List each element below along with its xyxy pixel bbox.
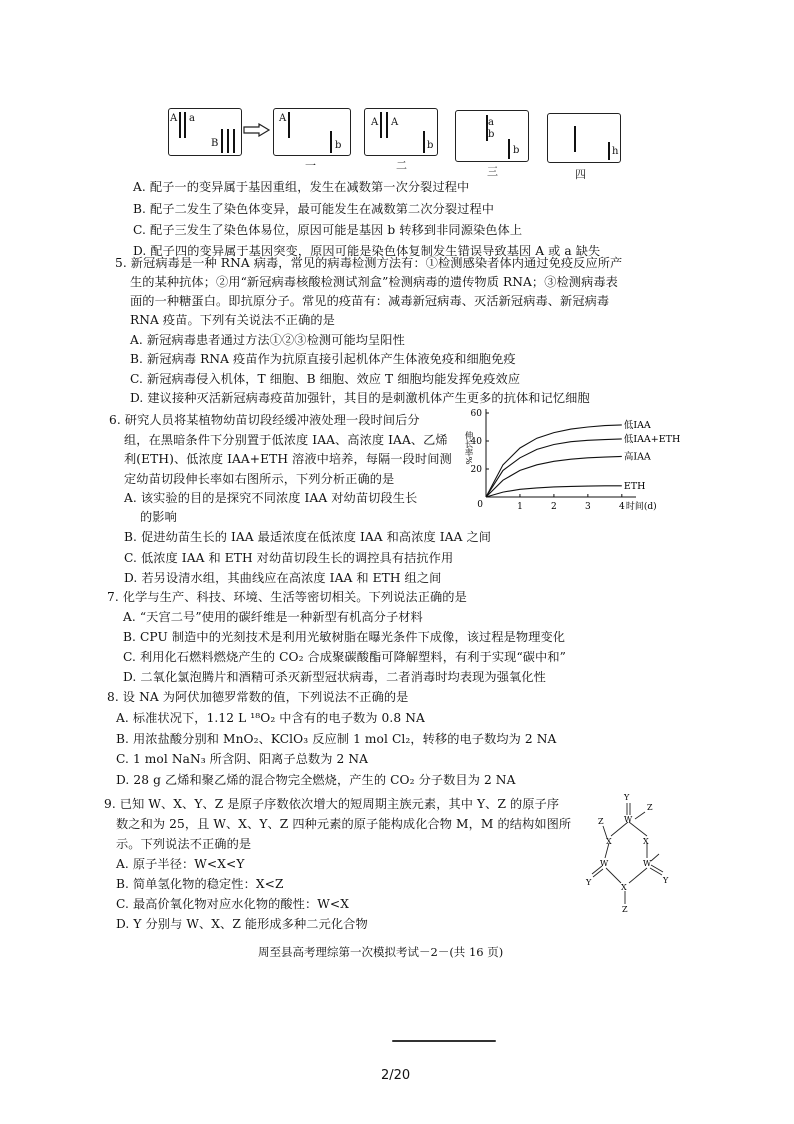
chromosome <box>380 112 382 138</box>
gene-label: b <box>488 129 495 140</box>
series-label: 低IAA <box>623 419 651 431</box>
chromosome <box>288 112 290 138</box>
x-tick-label: 1 <box>517 502 523 512</box>
arrow-right-icon <box>243 123 271 137</box>
option-b: B. 简单氢化物的稳定性：X<Z <box>116 877 284 891</box>
option-a: A. 原子半径：W<X<Y <box>116 857 245 871</box>
question-stem: 6. 研究人员将某植物幼苗切段经缓冲液处理一段时间后分 <box>109 413 420 427</box>
question-stem: 8. 设 NA 为阿伏加德罗常数的值，下列说法不正确的是 <box>107 690 409 704</box>
atom-label: Z <box>647 803 653 812</box>
option-a: A. 标准状况下，1.12 L ¹⁸O₂ 中含有的电子数为 0.8 NA <box>116 711 425 725</box>
option-a: A. 配子一的变异属于基因重组，发生在减数第一次分裂过程中 <box>133 180 470 194</box>
atom-label: X <box>606 837 612 846</box>
chromosome <box>574 126 576 152</box>
gamete-caption-two: 二 <box>396 159 407 172</box>
option-a-cont: 的影响 <box>140 510 177 524</box>
gamete-caption-three: 三 <box>487 165 498 178</box>
atom-label: Y <box>663 876 669 885</box>
option-b: B. 配子二发生了染色体变异，最可能发生在减数第二次分裂过程中 <box>133 202 495 216</box>
question-stem: 9. 已知 W、X、Y、Z 是原子序数依次增大的短周期主族元素，其中 Y、Z 的原子序 <box>104 797 560 811</box>
option-c: C. 最高价氧化物对应水化物的酸性：W<X <box>116 897 349 911</box>
atom-label: Y <box>586 878 592 887</box>
question-stem: 组，在黑暗条件下分别置于低浓度 IAA、高浓度 IAA、乙烯 <box>124 433 448 447</box>
gene-label: b <box>427 140 434 151</box>
chromosome <box>508 139 510 159</box>
question-stem: 示。下列说法不正确的是 <box>116 837 252 851</box>
option-d: D. Y 分别与 W、X、Z 能形成多种二元化合物 <box>116 917 368 931</box>
page-number: 2/20 <box>381 1068 411 1083</box>
series-label: 高IAA <box>623 451 651 463</box>
gene-label: A <box>371 117 379 128</box>
gene-label: A <box>170 113 178 124</box>
gamete-cell-two <box>364 108 438 156</box>
gene-label: A <box>279 113 287 124</box>
page-footer: 周至县高考理综第一次模拟考试－2－(共 16 页) <box>258 945 504 959</box>
option-c: C. 新冠病毒侵入机体，T 细胞、B 细胞、效应 T 细胞均能发挥免疫效应 <box>130 372 521 386</box>
question-stem: 数之和为 25，且 W、X、Y、Z 四种元素的原子能构成化合物 M，M 的结构如图所 <box>116 817 572 831</box>
option-c: C. 配子三发生了染色体易位，原因可能是基因 b 转移到非同源染色体上 <box>133 223 523 237</box>
chromosome <box>423 131 425 153</box>
gamete-cell-original <box>168 108 242 156</box>
question-stem: 5. 新冠病毒是一种 RNA 病毒，常见的病毒检测方法有：①检测感染者体内通过免疫反应所产 <box>115 256 623 270</box>
gene-label: A <box>391 117 399 128</box>
option-d: D. 建议接种灭活新冠病毒疫苗加强针，其目的是刺激机体产生更多的抗体和记忆细胞 <box>130 391 590 405</box>
gamete-cell-four <box>547 113 621 163</box>
option-b: B. 用浓盐酸分别和 MnO₂、KClO₃ 反应制 1 mol Cl₂，转移的电子数均为 2 NA <box>116 732 557 746</box>
option-c: C. 低浓度 IAA 和 ETH 对幼苗切段生长的调控具有拮抗作用 <box>124 551 454 565</box>
gamete-caption-four: 四 <box>575 168 586 181</box>
gene-label: b <box>513 145 520 156</box>
option-d: D. 28 g 乙烯和聚乙烯的混合物完全燃烧，产生的 CO₂ 分子数目为 2 NA <box>116 773 516 787</box>
chromosome <box>227 129 229 153</box>
atom-label: Z <box>622 905 628 914</box>
chromosome <box>330 131 332 153</box>
y-axis-label: 伸长率% <box>463 431 473 465</box>
question-stem: RNA 疫苗。下列有关说法不正确的是 <box>130 313 335 327</box>
gene-label: a <box>488 117 494 128</box>
gene-label: B <box>211 138 219 149</box>
option-d: D. 配子四的变异属于基因突变，原因可能是染色体复制发生错误导致基因 A 或 a 缺失 <box>133 244 601 258</box>
option-d: D. 若另设清水组，其曲线应在高浓度 IAA 和 ETH 组之间 <box>124 571 442 585</box>
option-b: B. CPU 制造中的光刻技术是利用光敏树脂在曝光条件下成像，该过程是物理变化 <box>123 630 566 644</box>
chromosome <box>184 112 186 138</box>
atom-label: X <box>621 883 627 892</box>
chromosome <box>221 129 223 153</box>
question-stem: 定幼苗切段伸长率如右图所示，下列分析正确的是 <box>124 472 395 486</box>
series-line <box>486 456 622 497</box>
gamete-caption-one: 一 <box>305 159 316 172</box>
divider <box>392 1040 496 1042</box>
origin-label: 0 <box>477 500 483 510</box>
atom-label: W <box>624 815 633 824</box>
option-a: A. “天宫二号”使用的碳纤维是一种新型有机高分子材料 <box>123 610 423 624</box>
gamete-cell-one <box>273 108 351 156</box>
chromosome <box>179 112 181 138</box>
gene-label: a <box>189 113 195 124</box>
atom-label: X <box>643 837 649 846</box>
y-tick-label: 60 <box>470 409 482 419</box>
question-stem: 利(ETH)、低浓度 IAA+ETH 溶液中培养，每隔一段时间测 <box>124 452 452 466</box>
series-line <box>486 439 622 497</box>
option-b: B. 促进幼苗生长的 IAA 最适浓度在低浓度 IAA 和高浓度 IAA 之间 <box>124 530 492 544</box>
option-a: A. 新冠病毒患者通过方法①②③检测可能均呈阳性 <box>130 333 405 347</box>
gene-label: b <box>335 140 342 151</box>
x-axis-label: 时间(d) <box>625 502 657 512</box>
option-c: C. 1 mol NaN₃ 所含阴、阳离子总数为 2 NA <box>116 752 369 766</box>
x-tick-label: 4 <box>618 502 625 512</box>
question-stem: 面的一种糖蛋白。即抗原分子。常见的疫苗有：减毒新冠病毒、灭活新冠病毒、新冠病毒 <box>130 294 610 308</box>
question-stem: 生的某种抗体；②用“新冠病毒核酸检测试剂盒”检测病毒的遗传物质 RNA；③检测病毒表 <box>130 275 618 289</box>
growth-chart <box>452 405 702 525</box>
chromosome <box>233 129 235 153</box>
series-label: 低IAA+ETH <box>623 433 681 445</box>
option-c: C. 利用化石燃料燃烧产生的 CO₂ 合成聚碳酸酯可降解塑料，有利于实现“碳中和” <box>123 650 566 664</box>
gene-label: h <box>612 146 619 157</box>
atom-label: W <box>643 859 652 868</box>
option-a: A. 该实验的目的是探究不同浓度 IAA 对幼苗切段生长 <box>124 491 418 505</box>
x-tick-label: 3 <box>584 502 591 512</box>
atom-label: Z <box>598 817 604 826</box>
gamete-cell-three <box>455 110 529 162</box>
compound-m-structure <box>585 788 685 920</box>
y-tick-label: 40 <box>470 437 482 447</box>
atom-label: Y <box>624 793 630 802</box>
option-b: B. 新冠病毒 RNA 疫苗作为抗原直接引起机体产生体液免疫和细胞免疫 <box>130 352 516 366</box>
question-stem: 7. 化学与生产、科技、环境、生活等密切相关。下列说法正确的是 <box>107 590 467 604</box>
chromosome <box>608 142 610 160</box>
series-label: ETH <box>623 480 646 492</box>
atom-label: W <box>600 859 609 868</box>
chromosome <box>386 112 388 138</box>
option-d: D. 二氧化氯泡腾片和酒精可杀灭新型冠状病毒，二者消毒时均表现为强氧化性 <box>123 670 546 684</box>
x-tick-label: 2 <box>551 502 557 512</box>
y-tick-label: 20 <box>470 465 482 475</box>
